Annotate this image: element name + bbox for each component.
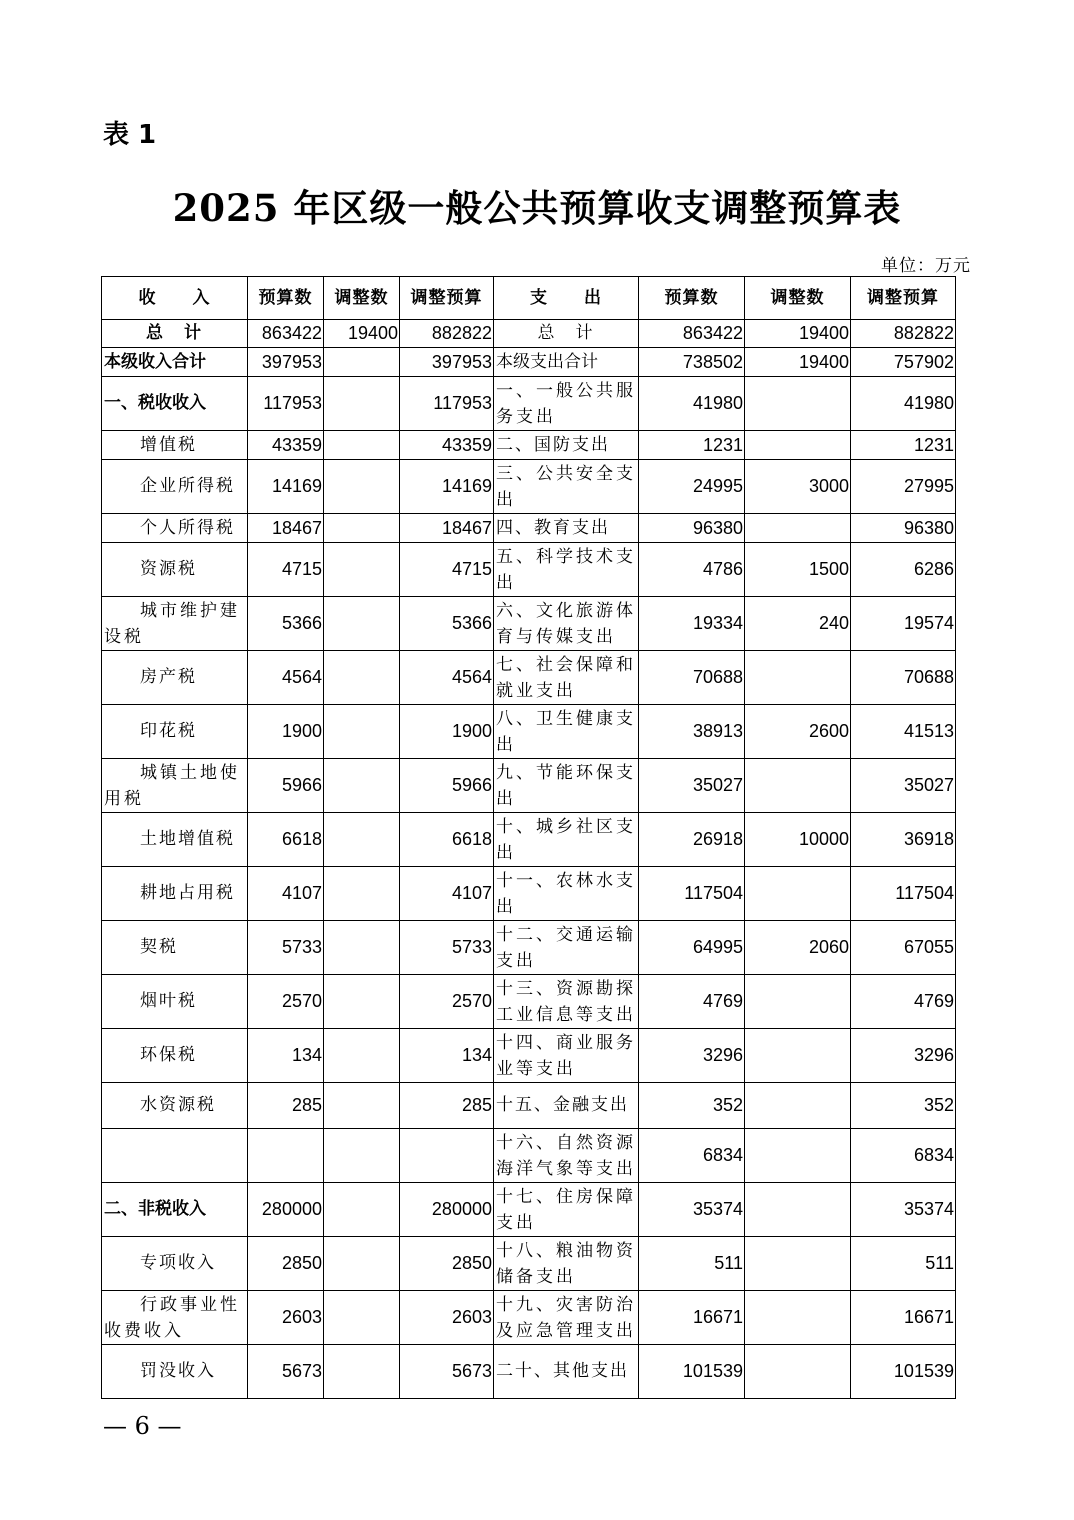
income-budget-cell: 117953	[248, 377, 324, 431]
income-adjusted-cell: 285	[400, 1083, 494, 1129]
expense-budget-cell: 4769	[639, 975, 745, 1029]
page-title: 2025 年区级一般公共预算收支调整预算表	[172, 186, 902, 230]
table-row	[102, 705, 956, 759]
expense-adjusted-cell: 3296	[851, 1029, 956, 1083]
income-item-cell: 资源税	[102, 543, 248, 597]
expense-adjusted-cell: 4769	[851, 975, 956, 1029]
expense-adjust-cell	[745, 1291, 851, 1345]
table-row	[102, 1029, 956, 1083]
income-adjust-cell	[324, 1237, 400, 1291]
income-budget-cell: 2570	[248, 975, 324, 1029]
income-budget-cell: 5733	[248, 921, 324, 975]
income-adjust-cell: 19400	[324, 320, 400, 348]
expense-budget-cell: 3296	[639, 1029, 745, 1083]
income-budget-cell: 397953	[248, 348, 324, 377]
income-adjusted-cell: 5966	[400, 759, 494, 813]
expense-adjust-cell: 10000	[745, 813, 851, 867]
expense-item-cell: 总 计	[494, 320, 639, 348]
table-row	[102, 348, 956, 377]
income-adjust-cell	[324, 1083, 400, 1129]
expense-item-cell: 八、卫生健康支出	[494, 705, 639, 759]
income-budget-cell: 18467	[248, 514, 324, 543]
expense-budget-cell: 24995	[639, 460, 745, 514]
income-item-cell: 专项收入	[102, 1237, 248, 1291]
table-row	[102, 1129, 956, 1183]
income-adjusted-cell: 1900	[400, 705, 494, 759]
expense-item-cell: 十一、农林水支出	[494, 867, 639, 921]
income-adjusted-cell: 43359	[400, 431, 494, 460]
expense-budget-cell: 35374	[639, 1183, 745, 1237]
table-row	[102, 921, 956, 975]
expense-adjusted-cell: 352	[851, 1083, 956, 1129]
expense-item-cell: 本级支出合计	[494, 348, 639, 377]
income-item-cell: 本级收入合计	[102, 348, 248, 377]
expense-adjust-cell	[745, 1029, 851, 1083]
expense-budget-cell: 26918	[639, 813, 745, 867]
expense-item-cell: 十、城乡社区支出	[494, 813, 639, 867]
expense-item-cell: 五、科学技术支出	[494, 543, 639, 597]
expense-adjust-cell	[745, 1345, 851, 1399]
income-adjust-cell	[324, 813, 400, 867]
expense-adjust-cell	[745, 377, 851, 431]
income-budget-cell: 2603	[248, 1291, 324, 1345]
income-adjust-cell	[324, 1183, 400, 1237]
expense-adjust-cell: 240	[745, 597, 851, 651]
expense-item-cell: 十七、住房保障支出	[494, 1183, 639, 1237]
income-adjust-cell	[324, 1291, 400, 1345]
header-expense-adjust: 调整数	[745, 277, 851, 320]
table-row	[102, 320, 956, 348]
income-item-cell: 增值税	[102, 431, 248, 460]
income-budget-cell: 6618	[248, 813, 324, 867]
expense-item-cell: 一、一般公共服务支出	[494, 377, 639, 431]
income-adjust-cell	[324, 348, 400, 377]
expense-budget-cell: 38913	[639, 705, 745, 759]
income-budget-cell: 5966	[248, 759, 324, 813]
expense-adjust-cell: 1500	[745, 543, 851, 597]
income-adjusted-cell: 18467	[400, 514, 494, 543]
expense-item-cell: 十五、金融支出	[494, 1083, 639, 1129]
income-adjusted-cell: 4715	[400, 543, 494, 597]
table-row	[102, 431, 956, 460]
income-budget-cell: 5366	[248, 597, 324, 651]
expense-adjusted-cell: 757902	[851, 348, 956, 377]
income-budget-cell: 14169	[248, 460, 324, 514]
expense-adjusted-cell: 882822	[851, 320, 956, 348]
income-adjusted-cell: 280000	[400, 1183, 494, 1237]
table-row	[102, 1345, 956, 1399]
table-row	[102, 651, 956, 705]
expense-adjusted-cell: 16671	[851, 1291, 956, 1345]
expense-adjusted-cell: 70688	[851, 651, 956, 705]
income-item-cell	[102, 1129, 248, 1183]
table-header-row	[102, 277, 956, 320]
expense-adjust-cell	[745, 975, 851, 1029]
table-row	[102, 813, 956, 867]
income-item-cell: 房产税	[102, 651, 248, 705]
income-adjusted-cell: 2850	[400, 1237, 494, 1291]
expense-item-cell: 十八、粮油物资储备支出	[494, 1237, 639, 1291]
header-expense: 支 出	[494, 277, 639, 320]
expense-adjusted-cell: 19574	[851, 597, 956, 651]
income-adjusted-cell: 14169	[400, 460, 494, 514]
expense-budget-cell: 41980	[639, 377, 745, 431]
expense-budget-cell: 70688	[639, 651, 745, 705]
income-adjust-cell	[324, 921, 400, 975]
expense-item-cell: 十九、灾害防治及应急管理支出	[494, 1291, 639, 1345]
expense-adjusted-cell: 1231	[851, 431, 956, 460]
income-budget-cell: 4715	[248, 543, 324, 597]
income-item-cell: 总 计	[102, 320, 248, 348]
table-row	[102, 1291, 956, 1345]
expense-adjust-cell	[745, 1237, 851, 1291]
income-adjusted-cell: 2603	[400, 1291, 494, 1345]
income-item-cell: 契税	[102, 921, 248, 975]
expense-item-cell: 二十、其他支出	[494, 1345, 639, 1399]
expense-budget-cell: 16671	[639, 1291, 745, 1345]
income-item-cell: 土地增值税	[102, 813, 248, 867]
table-row	[102, 1083, 956, 1129]
expense-adjusted-cell: 35374	[851, 1183, 956, 1237]
income-adjusted-cell: 397953	[400, 348, 494, 377]
income-item-cell: 烟叶税	[102, 975, 248, 1029]
expense-adjust-cell: 19400	[745, 320, 851, 348]
expense-item-cell: 十四、商业服务业等支出	[494, 1029, 639, 1083]
income-adjust-cell	[324, 1345, 400, 1399]
income-item-cell: 行政事业性收费收入	[102, 1291, 248, 1345]
expense-budget-cell: 35027	[639, 759, 745, 813]
income-adjusted-cell: 134	[400, 1029, 494, 1083]
table-row	[102, 975, 956, 1029]
expense-adjusted-cell: 67055	[851, 921, 956, 975]
expense-adjust-cell	[745, 867, 851, 921]
income-item-cell: 罚没收入	[102, 1345, 248, 1399]
income-adjust-cell	[324, 597, 400, 651]
income-adjusted-cell: 117953	[400, 377, 494, 431]
income-adjust-cell	[324, 377, 400, 431]
income-adjusted-cell: 5733	[400, 921, 494, 975]
table-row	[102, 460, 956, 514]
table-label: 表 1	[103, 120, 157, 150]
expense-item-cell: 三、公共安全支出	[494, 460, 639, 514]
table-row	[102, 759, 956, 813]
income-adjusted-cell: 2570	[400, 975, 494, 1029]
income-adjusted-cell: 4107	[400, 867, 494, 921]
income-adjust-cell	[324, 867, 400, 921]
expense-adjust-cell	[745, 514, 851, 543]
expense-adjust-cell	[745, 1129, 851, 1183]
expense-adjusted-cell: 6834	[851, 1129, 956, 1183]
expense-budget-cell: 863422	[639, 320, 745, 348]
expense-adjusted-cell: 117504	[851, 867, 956, 921]
expense-item-cell: 十六、自然资源海洋气象等支出	[494, 1129, 639, 1183]
income-adjust-cell	[324, 975, 400, 1029]
income-adjust-cell	[324, 514, 400, 543]
expense-adjust-cell: 2060	[745, 921, 851, 975]
expense-adjusted-cell: 41513	[851, 705, 956, 759]
expense-budget-cell: 96380	[639, 514, 745, 543]
page-number: — 6 —	[103, 1412, 182, 1440]
income-budget-cell: 280000	[248, 1183, 324, 1237]
income-budget-cell: 863422	[248, 320, 324, 348]
income-item-cell: 一、税收收入	[102, 377, 248, 431]
table-row	[102, 514, 956, 543]
expense-adjust-cell	[745, 1183, 851, 1237]
income-budget-cell	[248, 1129, 324, 1183]
income-adjusted-cell: 4564	[400, 651, 494, 705]
header-income-budget: 预算数	[248, 277, 324, 320]
income-adjust-cell	[324, 1029, 400, 1083]
table-row	[102, 1183, 956, 1237]
expense-item-cell: 四、教育支出	[494, 514, 639, 543]
income-adjusted-cell	[400, 1129, 494, 1183]
expense-item-cell: 七、社会保障和就业支出	[494, 651, 639, 705]
income-adjust-cell	[324, 759, 400, 813]
income-adjusted-cell: 5673	[400, 1345, 494, 1399]
income-budget-cell: 4107	[248, 867, 324, 921]
expense-budget-cell: 6834	[639, 1129, 745, 1183]
expense-adjusted-cell: 96380	[851, 514, 956, 543]
expense-budget-cell: 511	[639, 1237, 745, 1291]
expense-adjusted-cell: 27995	[851, 460, 956, 514]
income-adjust-cell	[324, 460, 400, 514]
expense-adjusted-cell: 36918	[851, 813, 956, 867]
expense-item-cell: 九、节能环保支出	[494, 759, 639, 813]
income-adjusted-cell: 6618	[400, 813, 494, 867]
income-budget-cell: 134	[248, 1029, 324, 1083]
income-adjust-cell	[324, 543, 400, 597]
budget-table	[101, 276, 956, 1399]
expense-adjusted-cell: 41980	[851, 377, 956, 431]
income-adjusted-cell: 5366	[400, 597, 494, 651]
expense-item-cell: 十二、交通运输支出	[494, 921, 639, 975]
expense-budget-cell: 4786	[639, 543, 745, 597]
expense-adjusted-cell: 511	[851, 1237, 956, 1291]
expense-budget-cell: 101539	[639, 1345, 745, 1399]
table-row	[102, 377, 956, 431]
expense-adjusted-cell: 6286	[851, 543, 956, 597]
header-income: 收 入	[102, 277, 248, 320]
income-item-cell: 耕地占用税	[102, 867, 248, 921]
expense-adjust-cell: 3000	[745, 460, 851, 514]
income-item-cell: 城镇土地使用税	[102, 759, 248, 813]
income-budget-cell: 5673	[248, 1345, 324, 1399]
income-budget-cell: 2850	[248, 1237, 324, 1291]
expense-adjust-cell	[745, 651, 851, 705]
income-budget-cell: 4564	[248, 651, 324, 705]
expense-adjust-cell	[745, 431, 851, 460]
expense-budget-cell: 352	[639, 1083, 745, 1129]
expense-budget-cell: 1231	[639, 431, 745, 460]
expense-budget-cell: 19334	[639, 597, 745, 651]
table-row	[102, 867, 956, 921]
expense-adjusted-cell: 101539	[851, 1345, 956, 1399]
expense-budget-cell: 117504	[639, 867, 745, 921]
expense-budget-cell: 738502	[639, 348, 745, 377]
expense-adjust-cell	[745, 759, 851, 813]
expense-adjust-cell	[745, 1083, 851, 1129]
expense-adjusted-cell: 35027	[851, 759, 956, 813]
income-item-cell: 个人所得税	[102, 514, 248, 543]
expense-budget-cell: 64995	[639, 921, 745, 975]
income-adjust-cell	[324, 651, 400, 705]
income-item-cell: 环保税	[102, 1029, 248, 1083]
header-expense-budget: 预算数	[639, 277, 745, 320]
income-item-cell: 二、非税收入	[102, 1183, 248, 1237]
income-budget-cell: 1900	[248, 705, 324, 759]
expense-item-cell: 六、文化旅游体育与传媒支出	[494, 597, 639, 651]
expense-item-cell: 二、国防支出	[494, 431, 639, 460]
income-adjust-cell	[324, 705, 400, 759]
header-expense-adjusted: 调整预算	[851, 277, 956, 320]
expense-adjust-cell: 19400	[745, 348, 851, 377]
income-item-cell: 水资源税	[102, 1083, 248, 1129]
income-adjusted-cell: 882822	[400, 320, 494, 348]
table-row	[102, 597, 956, 651]
header-income-adjusted: 调整预算	[400, 277, 494, 320]
unit-label: 单位：万元	[881, 256, 971, 276]
income-budget-cell: 43359	[248, 431, 324, 460]
income-item-cell: 企业所得税	[102, 460, 248, 514]
expense-adjust-cell: 2600	[745, 705, 851, 759]
table-row	[102, 1237, 956, 1291]
income-item-cell: 城市维护建设税	[102, 597, 248, 651]
income-adjust-cell	[324, 431, 400, 460]
income-adjust-cell	[324, 1129, 400, 1183]
income-item-cell: 印花税	[102, 705, 248, 759]
header-income-adjust: 调整数	[324, 277, 400, 320]
table-row	[102, 543, 956, 597]
expense-item-cell: 十三、资源勘探工业信息等支出	[494, 975, 639, 1029]
income-budget-cell: 285	[248, 1083, 324, 1129]
